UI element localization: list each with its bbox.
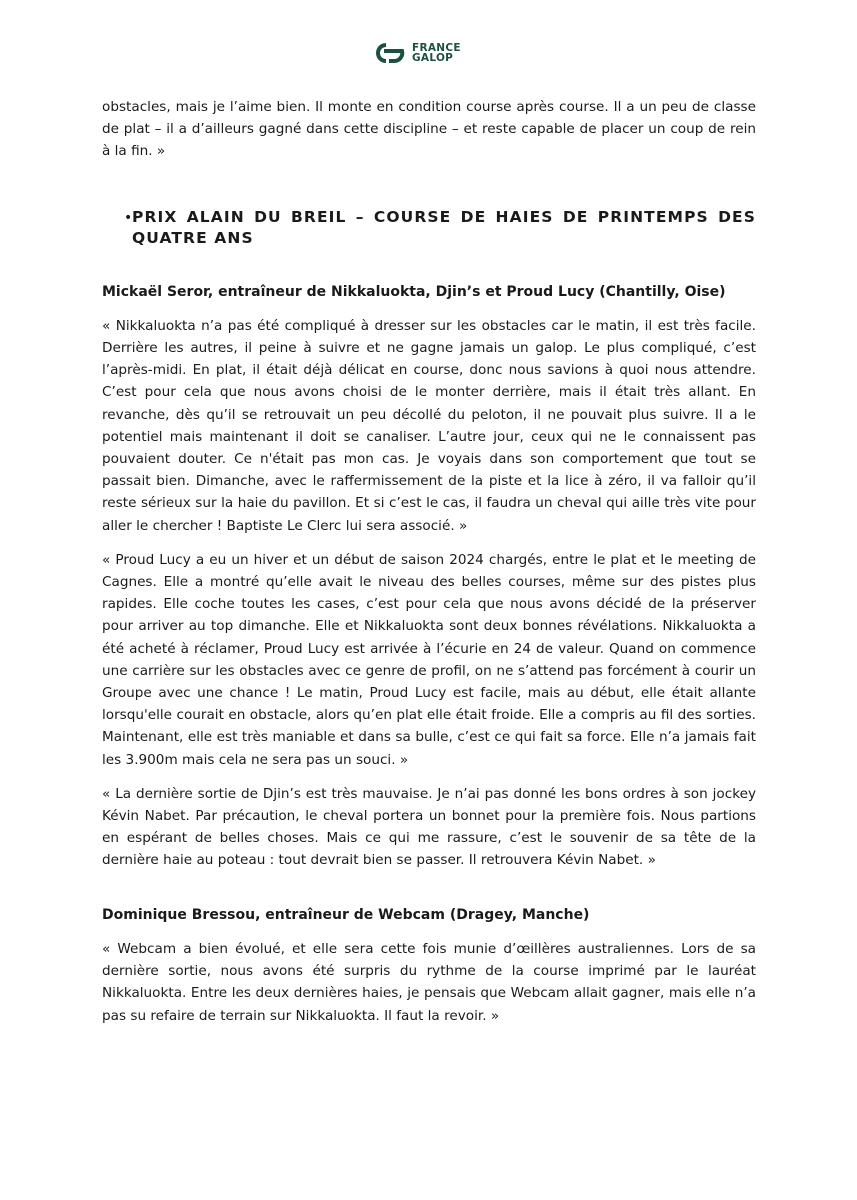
quote-paragraph: « Webcam a bien évolué, et elle sera cette fois munie d’œillères australiennes. Lors de sa dernière sortie, nous avons été surpris du rythme de la course imprimé par le lauréat Nikkaluokta. Entre les deux dernières haies, je pensais que Webcam allait gagner, mais elle n’a pas su refaire de terrain sur Nikkaluokta. Il faut la revoir. » xyxy=(102,940,756,1024)
speaker-heading: Dominique Bressou, entraîneur de Webcam (Dragey, Manche) xyxy=(102,906,590,923)
quote-paragraph: « Nikkaluokta n’a pas été compliqué à dresser sur les obstacles car le matin, il est très facile. Derrière les autres, il peine à suivre et ne gagne jamais un galop. Le plus compliqué, c’est l’après-midi. En plat, il était déjà délicat en course, donc nous savions à quoi nous attendre. C’est pour cela que nous avons choisi de le monter derrière, mais il était très allant. En revanche, dès qu’il se retrouvait un peu décollé du peloton, il ne pouvait plus suivre. Il a le potentiel mais maintenant il doit se canaliser. L’autre jour, ceux qui ne le connaissent pas pouvaient douter. Ce n'était pas mon cas. Je voyais dans son comportement que tout se passait bien. Dimanche, avec le raffermissement de la piste et la lice à zéro, il va falloir qu’il reste sérieux sur la haie du pavillon. Et si c’est le cas, il faudra un cheval qui aille très vite pour aller le chercher ! Baptiste Le Clerc lui sera associé. » xyxy=(102,317,756,534)
document-body xyxy=(102,96,756,1039)
logo-line-1: FRANCE xyxy=(412,42,461,54)
horseshoe-logo-icon xyxy=(372,42,408,64)
logo-text xyxy=(412,43,461,63)
section-heading-block xyxy=(102,207,756,249)
quote-paragraph: « Proud Lucy a eu un hiver et un début de saison 2024 chargés, entre le plat et le meeting de Cagnes. Elle a montré qu’elle avait le niveau des belles courses, même sur des pistes plus rapides. Elle coche toutes les cases, c’est pour cela que nous avons décidé de la préserver pour arriver au top dimanche. Elle et Nikkaluokta sont deux bonnes révélations. Nikkaluokta a été acheté à réclamer, Proud Lucy est arrivée à l’écurie en 24 de valeur. Quand on commence une carrière sur les obstacles avec ce genre de profil, on ne s’attend pas forcément à courir un Groupe avec une chance ! Le matin, Proud Lucy est facile, mais au début, elle était allante lorsqu'elle courait en obstacle, alors qu’en plat elle était froide. Elle a compris au fil des sorties. Maintenant, elle est très maniable et dans sa bulle, c’est ce qui fait sa force. Elle n’a jamais fait les 3.900m mais cela ne sera pas un souci. » xyxy=(102,551,756,768)
quote-paragraph: « La dernière sortie de Djin’s est très mauvaise. Je n’ai pas donné les bons ordres à son jockey Kévin Nabet. Par précaution, le cheval portera un bonnet pour la première fois. Nous partions en espérant de belles choses. Mais ce qui me rassure, c’est le souvenir de sa tête de la dernière haie au poteau : tout devrait bien se passer. Il retrouvera Kévin Nabet. » xyxy=(102,785,756,869)
bullet-icon: • xyxy=(124,209,133,226)
france-galop-logo xyxy=(372,40,482,66)
speaker-heading: Mickaël Seror, entraîneur de Nikkaluokta, Djin’s et Proud Lucy (Chantilly, Oise) xyxy=(102,283,726,300)
logo-line-2: GALOP xyxy=(412,52,454,64)
section-heading: PRIX ALAIN DU BREIL – COURSE DE HAIES DE PRINTEMPS DES QUATRE ANS xyxy=(132,207,756,247)
intro-paragraph: obstacles, mais je l’aime bien. Il monte en condition course après course. Il a un peu de classe de plat – il a d’ailleurs gagné dans cette discipline – et reste capable de placer un coup de rein à la fin. » xyxy=(102,99,756,160)
spacer xyxy=(102,884,756,904)
